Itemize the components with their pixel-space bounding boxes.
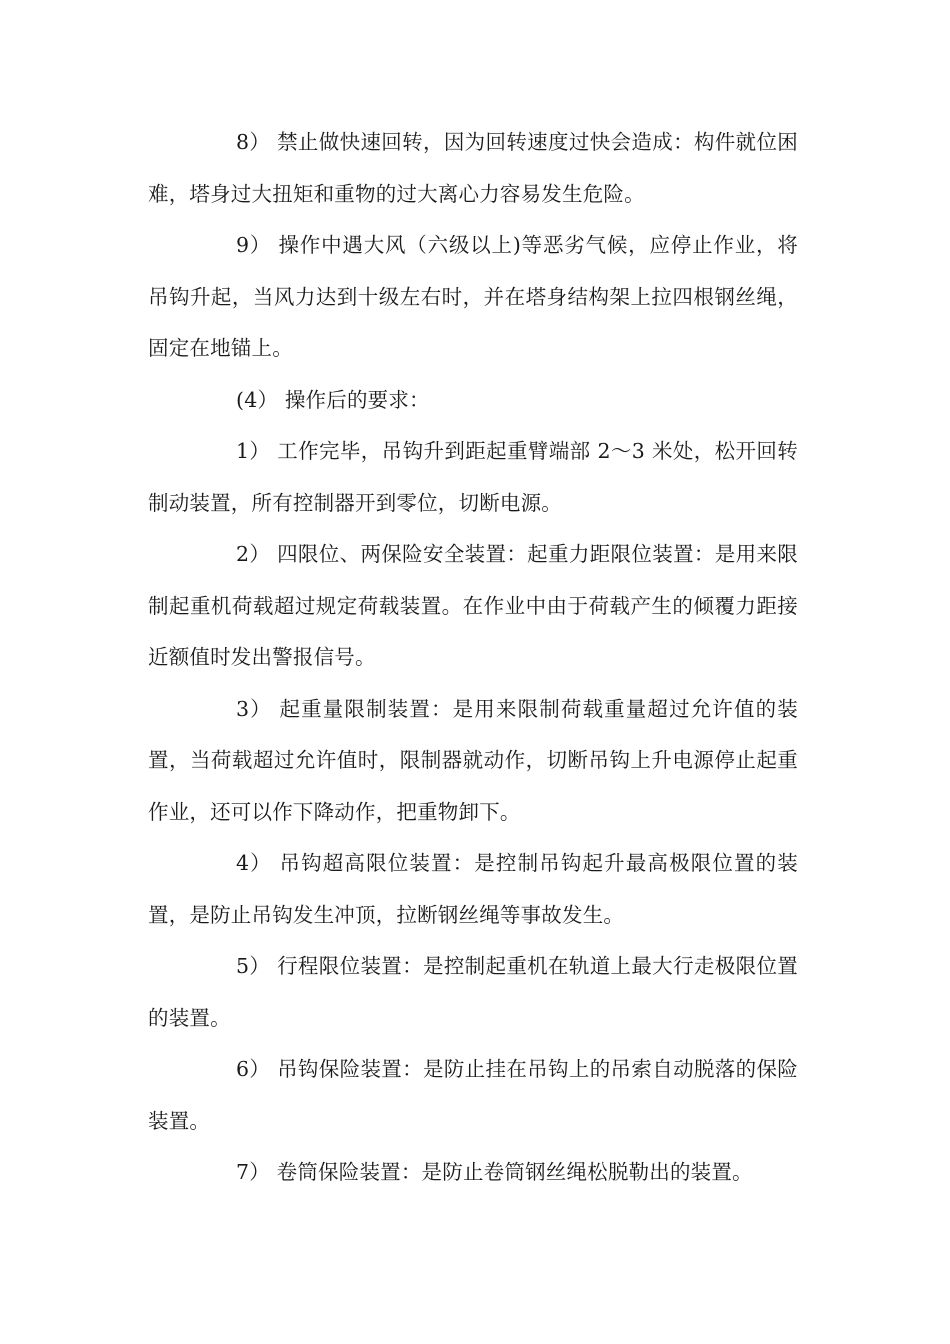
paragraph-item-6-hook-safety: 6） 吊钩保险装置：是防止挂在吊钩上的吊索自动脱落的保险装置。 [148, 1057, 798, 1133]
paragraph-item-9-high-wind: 9） 操作中遇大风（六级以上)等恶劣气候，应停止作业，将吊钩升起，当风力达到十级左右时，并在塔身结构架上拉四根钢丝绳，固定在地锚上。 [148, 233, 798, 360]
paragraph-section-4-heading: (4） 操作后的要求： [236, 387, 430, 412]
paragraph-item-8-slew-speed: 8） 禁止做快速回转，因为回转速度过快会造成：构件就位困难，塔身过大扭矩和重物的过大离心力容易发生危险。 [148, 130, 798, 206]
paragraph-item-1-work-complete: 1） 工作完毕，吊钩升到距起重臂端部 2～3 米处，松开回转制动装置，所有控制器开到零位，切断电源。 [148, 439, 798, 515]
paragraph-item-2-moment-limiter: 2） 四限位、两保险安全装置：起重力距限位装置：是用来限制起重机荷载超过规定荷载装置。在作业中由于荷载产生的倾覆力距接近额值时发出警报信号。 [148, 542, 798, 669]
paragraph-item-5-travel-limiter: 5） 行程限位装置：是控制起重机在轨道上最大行走极限位置的装置。 [148, 954, 798, 1030]
paragraph-item-7-drum-safety: 7） 卷筒保险装置：是防止卷筒钢丝绳松脱勒出的装置。 [236, 1160, 753, 1184]
paragraph-item-3-load-limiter: 3） 起重量限制装置：是用来限制荷载重量超过允许值的装置，当荷载超过允许值时，限制器就动作，切断吊钩上升电源停止起重作业，还可以作下降动作，把重物卸下。 [148, 696, 798, 824]
paragraph-item-4-hook-height-limiter: 4） 吊钩超高限位装置：是控制吊钩起升最高极限位置的装置，是防止吊钩发生冲顶，拉断钢丝绳等事故发生。 [148, 851, 798, 927]
document-body [148, 117, 798, 1199]
